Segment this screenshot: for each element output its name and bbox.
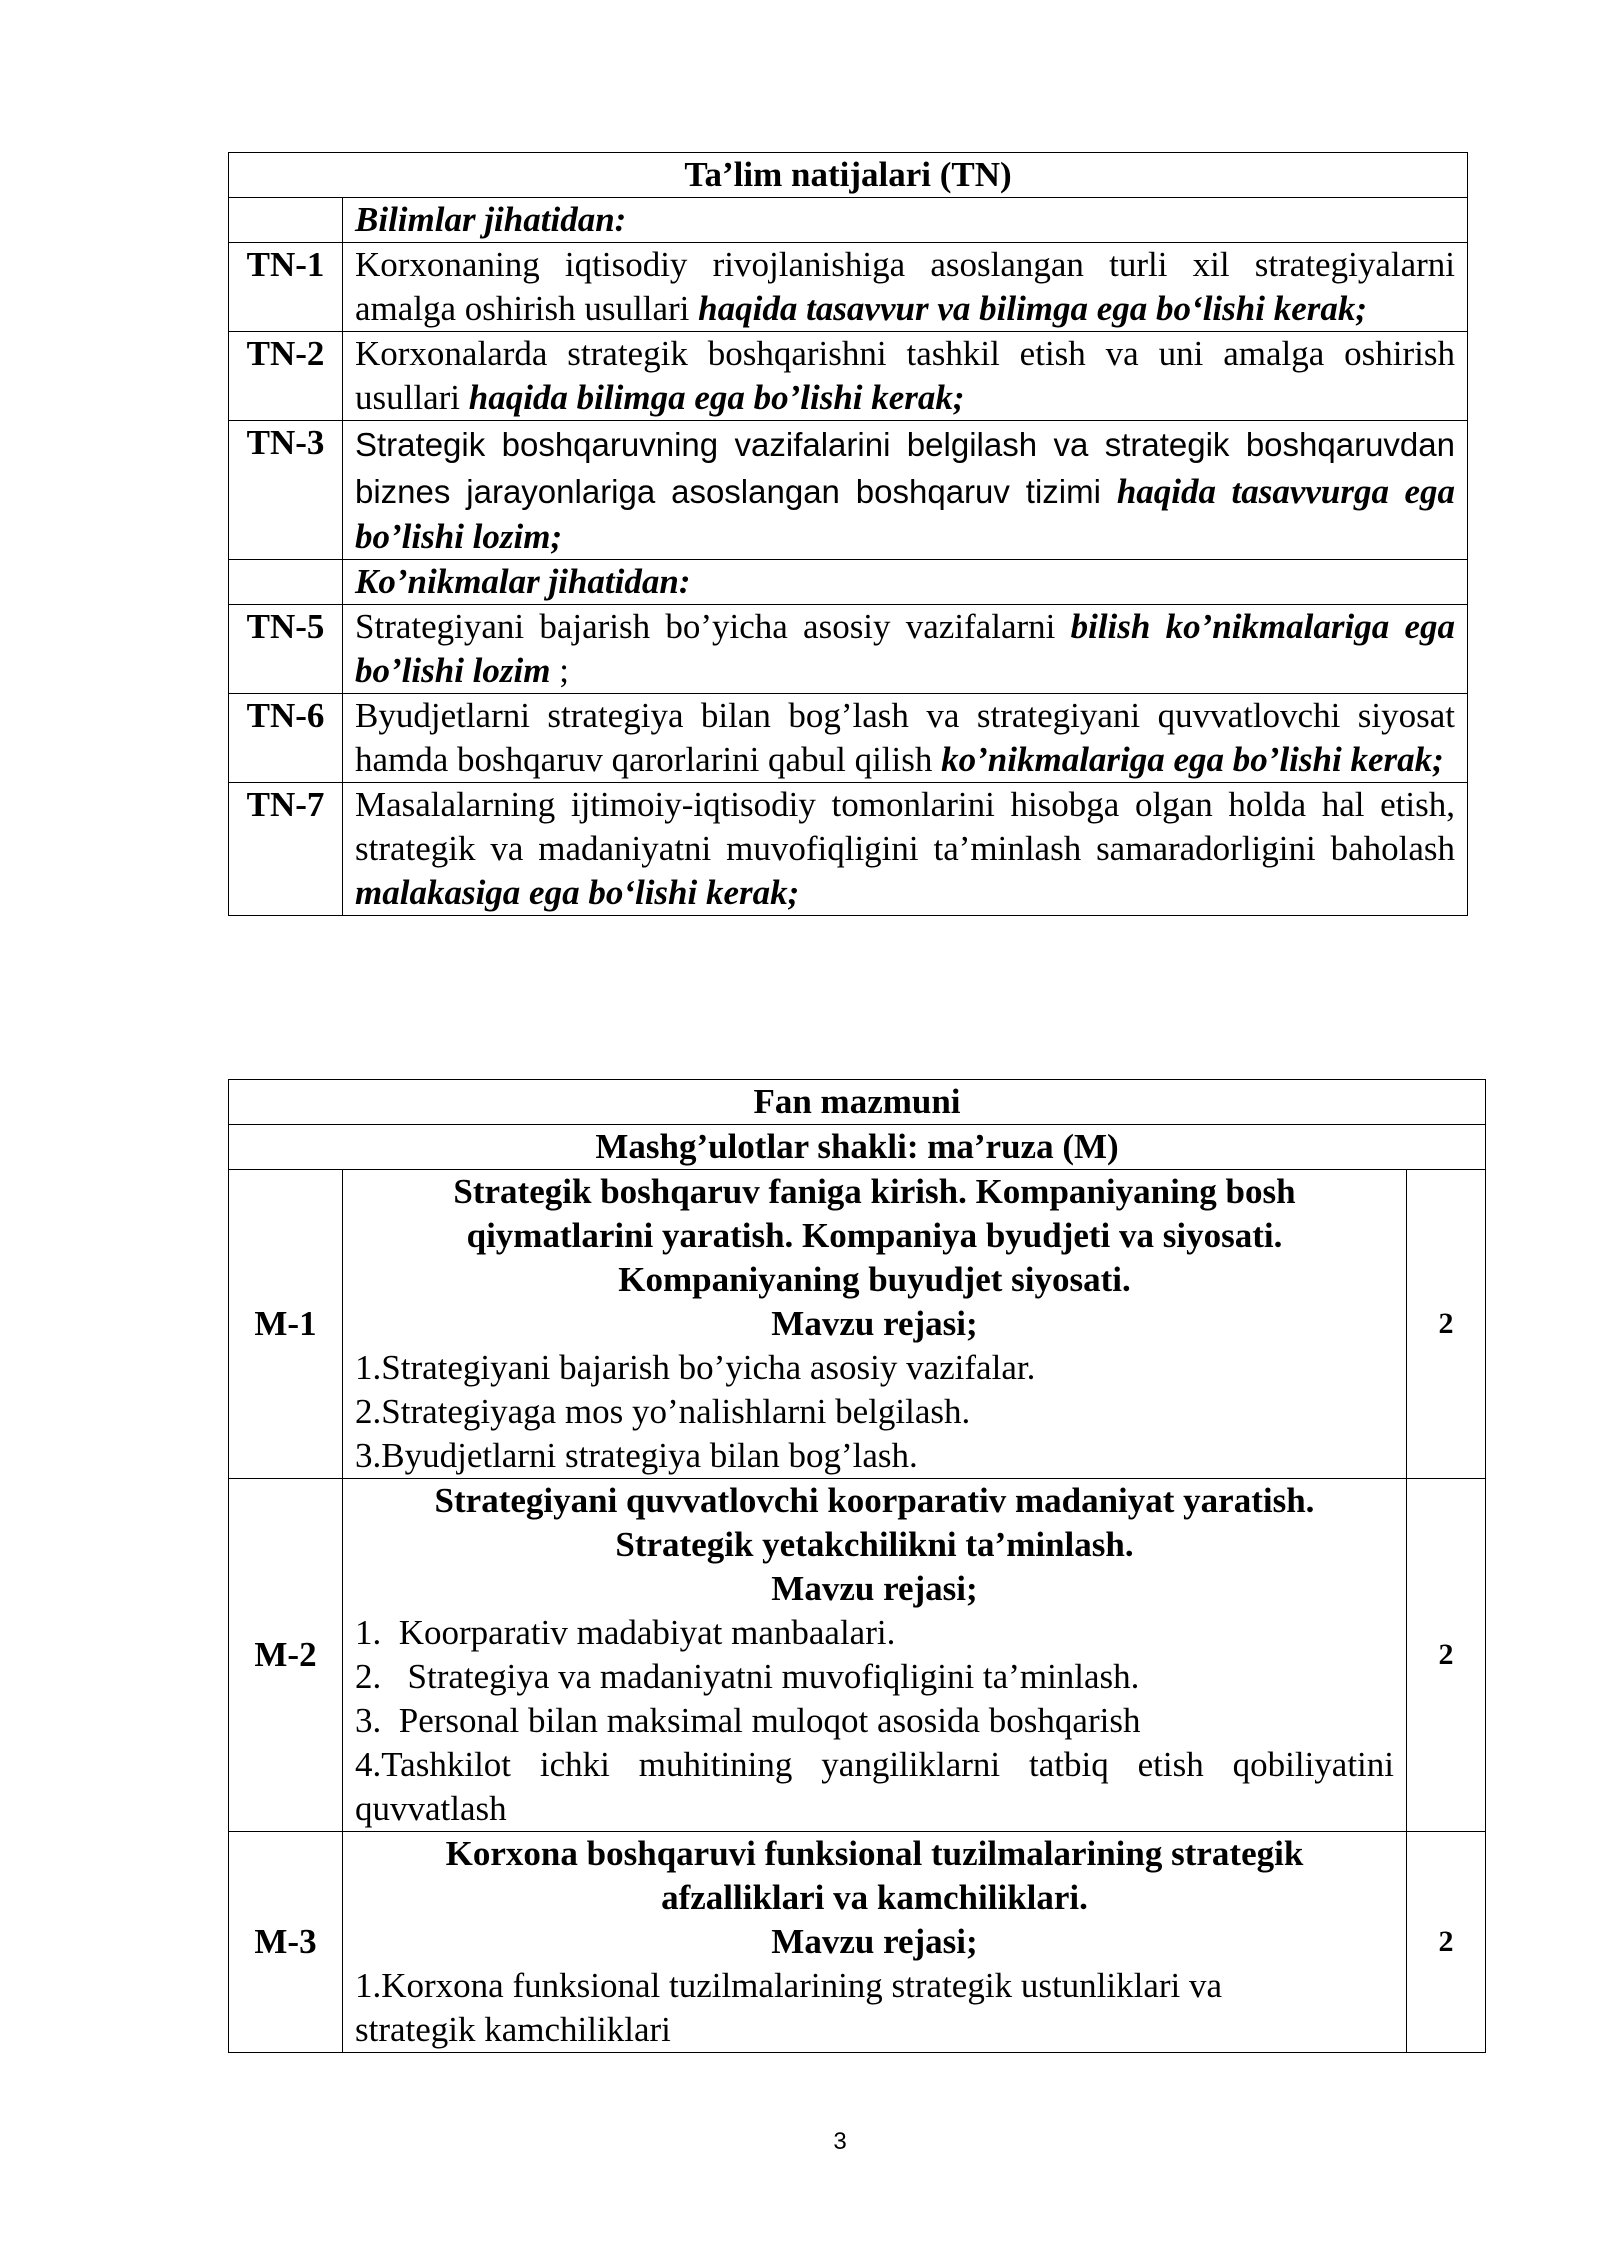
plan-item: 1.Strategiyani bajarish bo’yicha asosiy vazifalar. <box>355 1348 1036 1387</box>
knowledge-heading: Bilimlar jihatidan: <box>343 198 1468 243</box>
outcome-text: Strategiyani bajarish bo’yicha asosiy vazifalarni bilish ko’nikmalariga ega bo’lishi lozim ; <box>343 605 1468 694</box>
lecture-body <box>343 1832 1407 2053</box>
outcome-code: TN-1 <box>229 243 343 332</box>
plan-label: Mavzu rejasi; <box>771 1922 978 1961</box>
outcome-row <box>229 421 1468 560</box>
lecture-title: Korxona boshqaruvi funksional tuzilmalarining strategik afzalliklari va kamchiliklari. Mavzu rejasi; <box>355 1832 1394 1964</box>
plan-item: 3. Personal bilan maksimal muloqot asosida boshqarish <box>355 1701 1141 1740</box>
page-number: 3 <box>833 2128 847 2155</box>
outcome-code: TN-5 <box>229 605 343 694</box>
outcome-text: Masalalarning ijtimoiy-iqtisodiy tomonlarini hisobga olgan holda hal etish, strategik va madaniyatni muvofiqligini ta’minlash samaradorligini baholash malakasiga ega bo‘lishi kerak; <box>343 783 1468 916</box>
outcome-code: TN-6 <box>229 694 343 783</box>
plan-item: 3.Byudjetlarni strategiya bilan bog’lash. <box>355 1436 918 1475</box>
outcome-text: Korxonaning iqtisodiy rivojlanishiga asoslangan turli xil strategiyalarni amalga oshirish usullari haqida tasavvur va bilimga ega bo‘lishi kerak; <box>343 243 1468 332</box>
lecture-body <box>343 1479 1407 1832</box>
lecture-hours: 2 <box>1407 1479 1486 1832</box>
content-title: Fan mazmuni <box>229 1080 1486 1125</box>
lesson-form: Mashg’ulotlar shakli: ma’ruza (M) <box>229 1125 1486 1170</box>
plan-item: 4.Tashkilot ichki muhitining yangiliklarni tatbiq etish qobiliyatini quvvatlash <box>355 1745 1394 1828</box>
plan-item: 2. Strategiya va madaniyatni muvofiqligini ta’minlash. <box>355 1657 1140 1696</box>
lecture-row <box>229 1170 1486 1479</box>
outcome-row <box>229 694 1468 783</box>
course-content-table <box>228 1079 1486 2053</box>
outcome-text: Korxonalarda strategik boshqarishni tashkil etish va uni amalga oshirish usullari haqida bilimga ega bo’lishi kerak; <box>343 332 1468 421</box>
outcome-code: TN-2 <box>229 332 343 421</box>
lecture-row <box>229 1479 1486 1832</box>
skills-heading: Ko’nikmalar jihatidan: <box>343 560 1468 605</box>
lecture-row <box>229 1832 1486 2053</box>
outcomes-title: Ta’lim natijalari (TN) <box>229 153 1468 198</box>
plan-item: 1.Korxona funksional tuzilmalarining strategik ustunliklari va strategik kamchiliklari <box>355 1966 1223 2049</box>
outcome-row <box>229 783 1468 916</box>
outcome-row <box>229 605 1468 694</box>
lecture-hours: 2 <box>1407 1170 1486 1479</box>
learning-outcomes-table <box>228 152 1468 916</box>
outcome-text: Strategik boshqaruvning vazifalarini belgilash va strategik boshqaruvdan biznes jarayonlariga asoslangan boshqaruv tizimi haqida tasavvurga ega bo’lishi lozim; <box>343 421 1468 560</box>
lecture-title: Strategik boshqaruv faniga kirish. Kompaniyaning bosh qiymatlarini yaratish. Kompaniya byudjeti va siyosati. Kompaniyaning buyudjet siyosati. Mavzu rejasi; <box>355 1170 1394 1346</box>
plan-item: 1. Koorparativ madabiyat manbaalari. <box>355 1613 896 1652</box>
lecture-code: M-1 <box>229 1170 343 1479</box>
outcome-row <box>229 332 1468 421</box>
plan-label: Mavzu rejasi; <box>771 1569 978 1608</box>
outcome-row <box>229 243 1468 332</box>
lecture-body <box>343 1170 1407 1479</box>
lecture-code: M-2 <box>229 1479 343 1832</box>
lecture-title: Strategiyani quvvatlovchi koorparativ madaniyat yaratish. Strategik yetakchilikni ta’minlash. Mavzu rejasi; <box>355 1479 1394 1611</box>
outcome-code: TN-7 <box>229 783 343 916</box>
outcome-code: TN-3 <box>229 421 343 560</box>
plan-label: Mavzu rejasi; <box>771 1304 978 1343</box>
plan-item: 2.Strategiyaga mos yo’nalishlarni belgilash. <box>355 1392 971 1431</box>
outcome-text: Byudjetlarni strategiya bilan bog’lash va strategiyani quvvatlovchi siyosat hamda boshqaruv qarorlarini qabul qilish ko’nikmalariga ega bo’lishi kerak; <box>343 694 1468 783</box>
lecture-hours: 2 <box>1407 1832 1486 2053</box>
lecture-code: M-3 <box>229 1832 343 2053</box>
